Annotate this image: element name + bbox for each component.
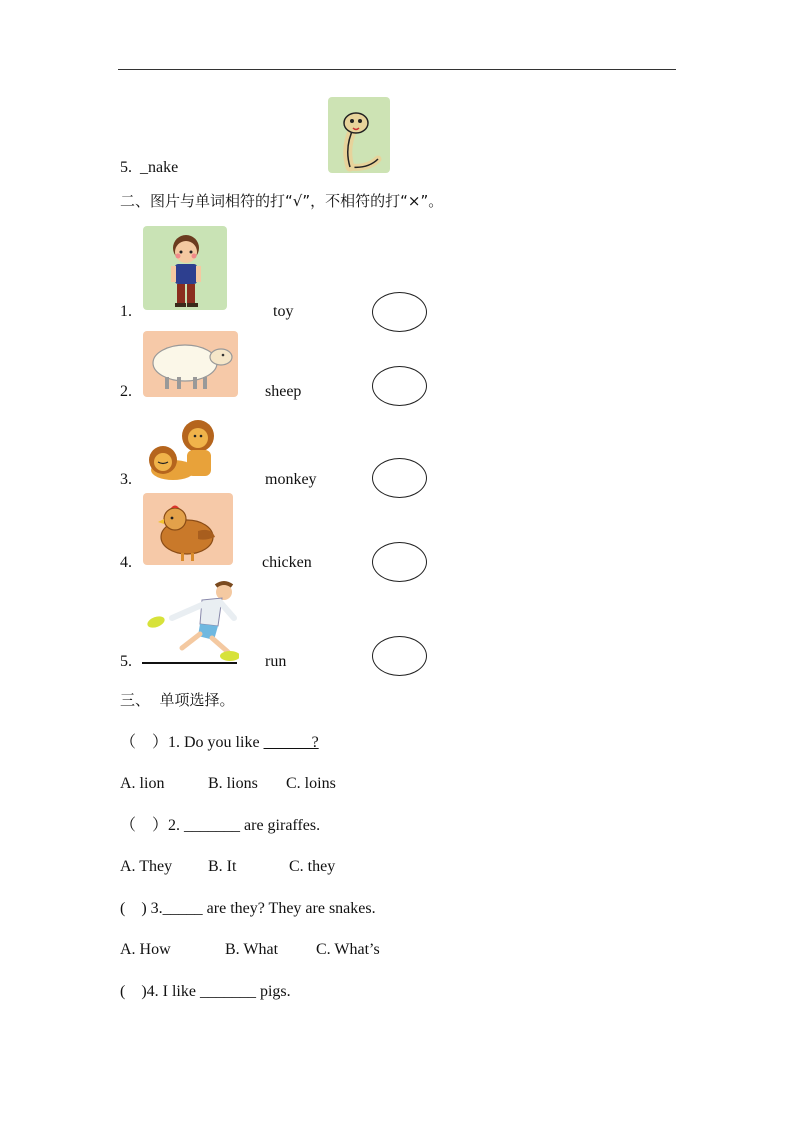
item-2-number: 2. xyxy=(120,383,132,400)
item-2-answer-circle[interactable] xyxy=(372,366,427,406)
question-2 xyxy=(120,816,320,836)
q3-option-a[interactable]: A. How xyxy=(120,941,171,958)
question-4-blank[interactable]: _______ xyxy=(199,983,256,1000)
running-boy-icon xyxy=(142,578,239,666)
question-3-stem: ( ) 3. xyxy=(120,900,163,917)
question-2-blank[interactable]: _______ xyxy=(184,817,241,834)
q2-option-b[interactable]: B. It xyxy=(208,858,237,875)
item-3-number: 3. xyxy=(120,471,132,488)
item-3-answer-circle[interactable] xyxy=(372,458,427,498)
question-4-suffix: pigs. xyxy=(255,983,291,1000)
question-3-suffix: are they? They are snakes. xyxy=(202,900,376,917)
item-2-word: sheep xyxy=(265,383,302,400)
question-1-stem: （ ）1. Do you like xyxy=(120,734,264,751)
q3-option-c[interactable]: C. What’s xyxy=(316,941,380,958)
chicken-icon xyxy=(143,493,233,565)
q1-option-c[interactable]: C. loins xyxy=(286,775,336,792)
boy-icon xyxy=(143,226,227,310)
item-5-number: 5. xyxy=(120,653,132,670)
question-4 xyxy=(120,982,291,1002)
question-3-blank[interactable]: _____ xyxy=(162,900,203,917)
item-1-answer-circle[interactable] xyxy=(372,292,427,332)
section2-heading: 二、图片与单词相符的打“√”，不相符的打“×”。 xyxy=(120,192,444,210)
question-3 xyxy=(120,899,376,919)
item-1-word: toy xyxy=(273,303,294,320)
item-4-number: 4. xyxy=(120,554,132,571)
question-4-stem: ( )4. I like xyxy=(120,983,200,1000)
lions-icon xyxy=(143,418,219,484)
question-1-blank[interactable]: ______? xyxy=(263,734,319,751)
question-2-suffix: are giraffes. xyxy=(240,817,321,834)
section3-heading: 三、 单项选择。 xyxy=(120,691,235,709)
item-4-word: chicken xyxy=(262,554,312,571)
q1-option-a[interactable]: A. lion xyxy=(120,775,165,792)
q2-option-c[interactable]: C. they xyxy=(289,858,336,875)
q2-option-a[interactable]: A. They xyxy=(120,858,173,875)
header-rule xyxy=(118,69,676,70)
q3-option-b[interactable]: B. What xyxy=(225,941,279,958)
item-5-answer-circle[interactable] xyxy=(372,636,427,676)
item-3-word: monkey xyxy=(265,471,317,488)
question-2-stem: （ ）2. xyxy=(120,817,185,834)
item-5-word: run xyxy=(265,653,287,670)
top-item-text xyxy=(120,158,178,178)
question-1 xyxy=(120,733,319,753)
item-1-number: 1. xyxy=(120,303,132,320)
snake-icon xyxy=(328,97,390,173)
top-item-number: 5. xyxy=(120,159,132,176)
q1-option-b[interactable]: B. lions xyxy=(208,775,258,792)
sheep-icon xyxy=(143,331,238,397)
item-4-answer-circle[interactable] xyxy=(372,542,427,582)
top-item-word: _nake xyxy=(140,159,179,176)
